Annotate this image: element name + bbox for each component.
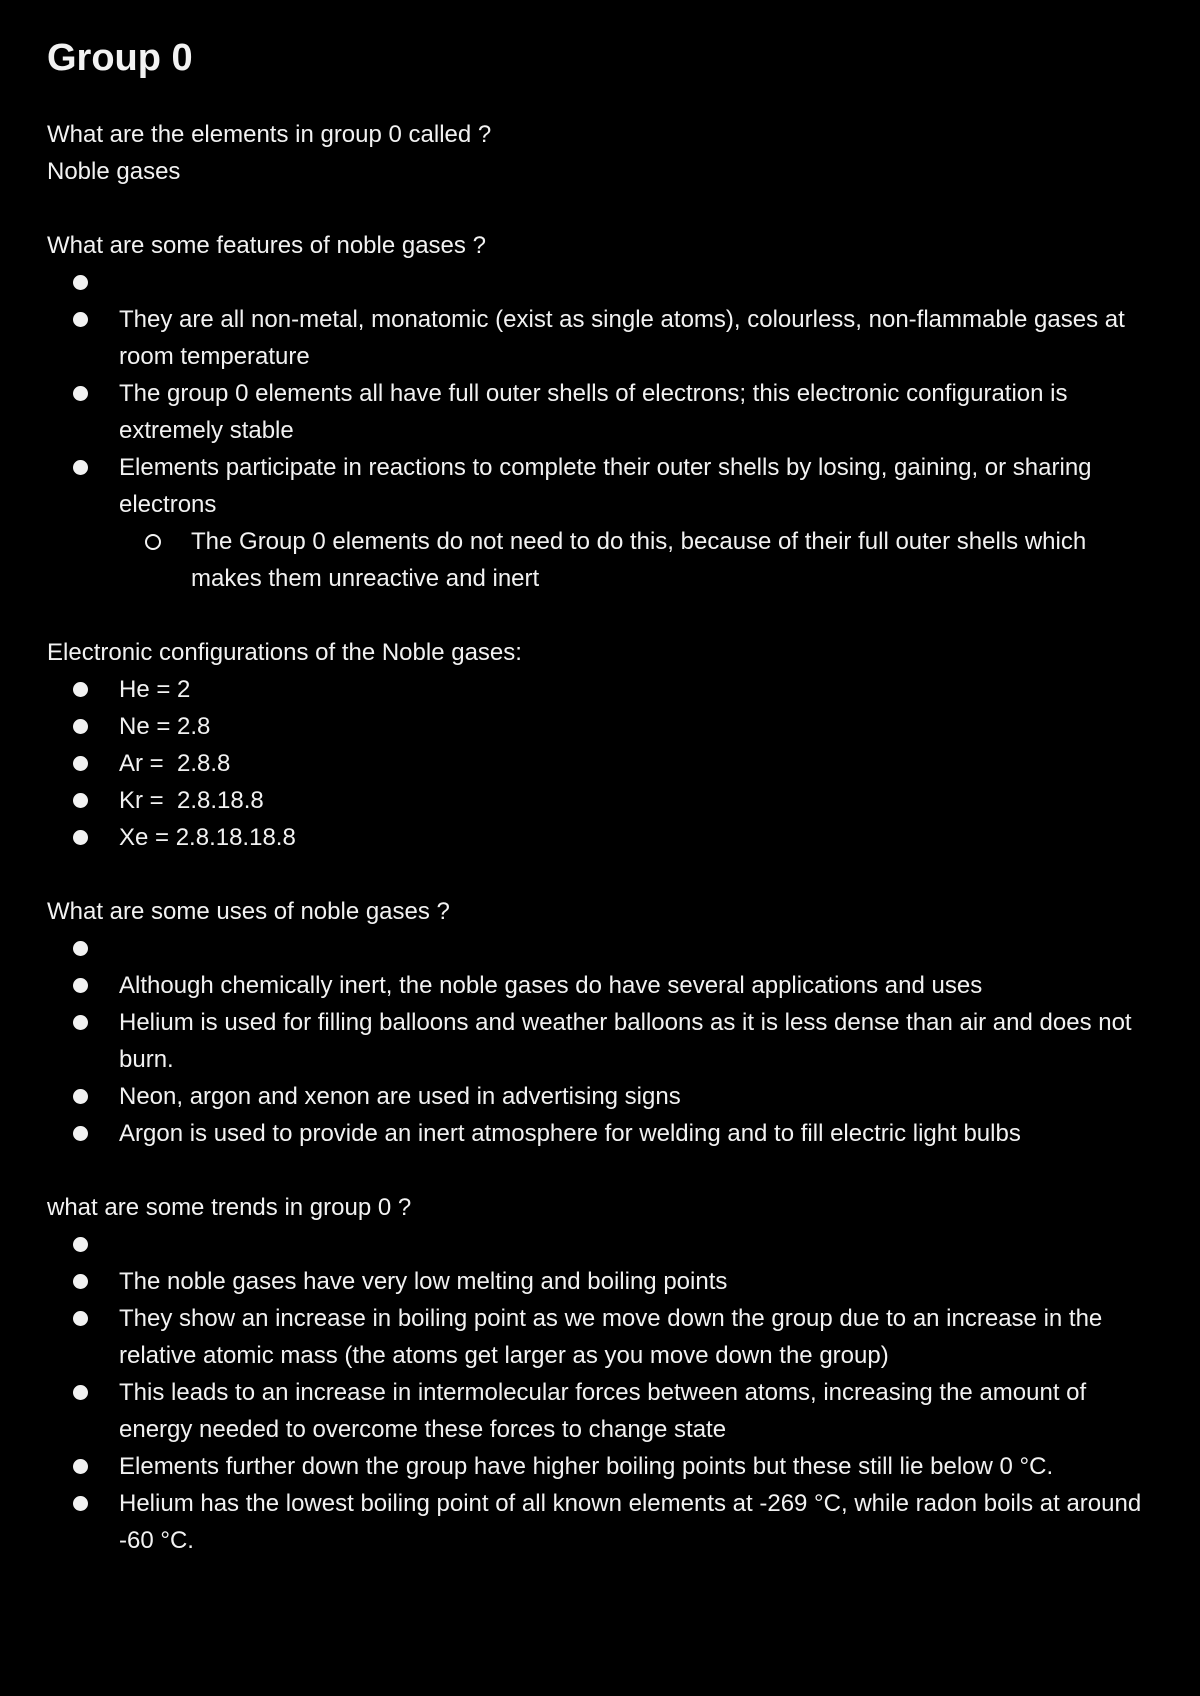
section-uses <box>47 893 1157 1152</box>
bullet-list <box>47 1226 1157 1559</box>
list-item-text: Although chemically inert, the noble gases do have several applications and uses <box>119 972 983 999</box>
bullet-icon <box>73 978 88 993</box>
bullet-icon <box>73 682 88 697</box>
bullet-icon <box>73 312 88 327</box>
sub-bullet-list <box>119 523 1157 597</box>
list-item-text: The noble gases have very low melting and boiling points <box>119 1268 728 1295</box>
section-group-name <box>47 116 1157 190</box>
list-item-text: Kr = 2.8.18.8 <box>119 787 264 814</box>
bullet-icon <box>73 1126 88 1141</box>
empty-list-item <box>47 930 1157 967</box>
list-item <box>47 1448 1157 1485</box>
list-item <box>47 1485 1157 1559</box>
bullet-icon <box>73 1459 88 1474</box>
question-text: What are some features of noble gases ? <box>47 232 486 259</box>
list-item-text: Helium is used for filling balloons and weather balloons as it is less dense than air and does not burn. <box>119 1009 1132 1073</box>
list-item <box>47 782 1157 819</box>
list-item-text: Xe = 2.8.18.18.8 <box>119 824 296 851</box>
bullet-icon <box>73 1089 88 1104</box>
list-item <box>47 819 1157 856</box>
question-text: What are the elements in group 0 called ? <box>47 121 492 148</box>
empty-list-item <box>47 1226 1157 1263</box>
bullet-icon <box>73 756 88 771</box>
list-item-text: They are all non-metal, monatomic (exist as single atoms), colourless, non-flammable gases at room temperature <box>119 306 1125 370</box>
bullet-icon <box>73 793 88 808</box>
list-item <box>47 301 1157 375</box>
bullet-icon <box>73 275 88 290</box>
list-item <box>47 449 1157 597</box>
sub-list-item <box>119 523 1157 597</box>
bullet-icon <box>73 1274 88 1289</box>
list-item-text: Elements participate in reactions to complete their outer shells by losing, gaining, or sharing electrons <box>119 454 1092 518</box>
bullet-icon <box>73 1311 88 1326</box>
bullet-icon <box>73 719 88 734</box>
bullet-list <box>47 930 1157 1152</box>
list-item <box>47 1374 1157 1448</box>
bullet-icon <box>73 460 88 475</box>
list-item-text: Neon, argon and xenon are used in advertising signs <box>119 1083 681 1110</box>
page-title: Group 0 <box>47 37 193 79</box>
list-item-text: Argon is used to provide an inert atmosphere for welding and to fill electric light bulbs <box>119 1120 1021 1147</box>
bullet-icon <box>73 941 88 956</box>
section-trends <box>47 1189 1157 1559</box>
list-item <box>47 1263 1157 1300</box>
list-item-text: The group 0 elements all have full outer shells of electrons; this electronic configuration is extremely stable <box>119 380 1068 444</box>
list-item <box>47 375 1157 449</box>
list-item <box>47 1078 1157 1115</box>
list-item-text: They show an increase in boiling point as we move down the group due to an increase in the relative atomic mass (the atoms get larger as you move down the group) <box>119 1305 1103 1369</box>
list-item <box>47 745 1157 782</box>
list-item <box>47 1004 1157 1078</box>
hollow-bullet-icon <box>145 534 161 550</box>
list-item-text: Ne = 2.8 <box>119 713 211 740</box>
empty-list-item <box>47 264 1157 301</box>
bullet-icon <box>73 1237 88 1252</box>
list-item <box>47 967 1157 1004</box>
section-heading: Electronic configurations of the Noble gases: <box>47 639 522 666</box>
document-page <box>47 30 1157 1596</box>
question-text: What are some uses of noble gases ? <box>47 898 450 925</box>
list-item <box>47 708 1157 745</box>
section-features <box>47 227 1157 597</box>
list-item <box>47 1300 1157 1374</box>
bullet-list <box>47 671 1157 856</box>
sub-list-item-text: The Group 0 elements do not need to do this, because of their full outer shells which makes them unreactive and inert <box>191 528 1087 592</box>
list-item <box>47 671 1157 708</box>
list-item-text: He = 2 <box>119 676 191 703</box>
list-item <box>47 1115 1157 1152</box>
bullet-icon <box>73 830 88 845</box>
bullet-icon <box>73 1015 88 1030</box>
question-text: what are some trends in group 0 ? <box>47 1194 412 1221</box>
bullet-icon <box>73 386 88 401</box>
list-item-text: Elements further down the group have higher boiling points but these still lie below 0 °C. <box>119 1453 1054 1480</box>
bullet-icon <box>73 1385 88 1400</box>
answer-text: Noble gases <box>47 158 181 185</box>
list-item-text: This leads to an increase in intermolecular forces between atoms, increasing the amount of energy needed to overcome these forces to change state <box>119 1379 1087 1443</box>
section-electronic-configurations <box>47 634 1157 856</box>
list-item-text: Ar = 2.8.8 <box>119 750 231 777</box>
bullet-icon <box>73 1496 88 1511</box>
list-item-text: Helium has the lowest boiling point of all known elements at -269 °C, while radon boils at around -60 °C. <box>119 1490 1142 1554</box>
bullet-list <box>47 264 1157 597</box>
